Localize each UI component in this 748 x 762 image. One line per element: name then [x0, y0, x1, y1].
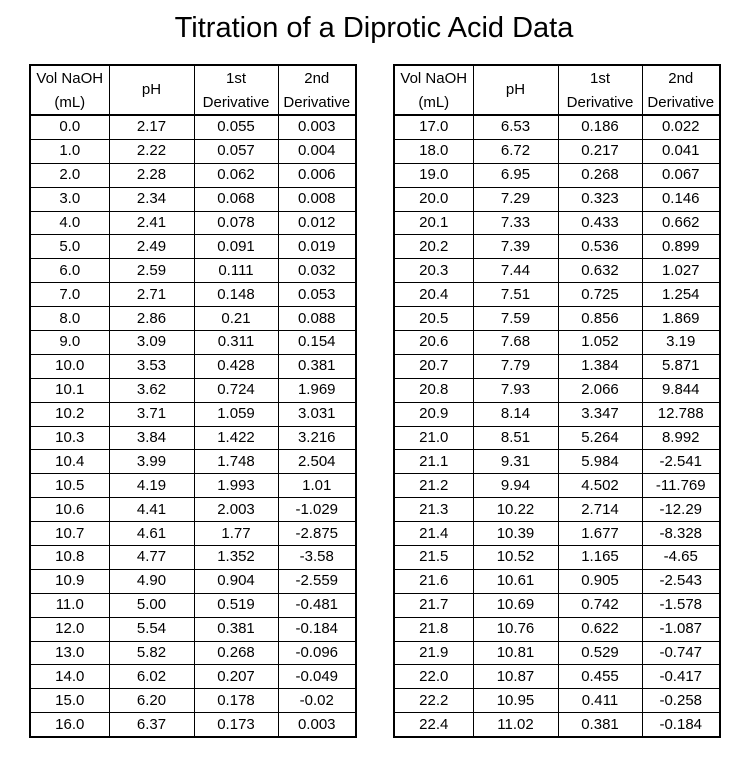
cell-second-derivative: 1.869 — [642, 307, 720, 331]
cell-vol-naoh: 21.6 — [394, 569, 473, 593]
cell-first-derivative: 0.622 — [558, 617, 642, 641]
cell-second-derivative: -0.049 — [278, 665, 356, 689]
cell-vol-naoh: 2.0 — [30, 163, 109, 187]
header-first-derivative: 1st — [558, 65, 642, 91]
cell-vol-naoh: 11.0 — [30, 593, 109, 617]
cell-first-derivative: 0.057 — [194, 139, 278, 163]
cell-second-derivative: 12.788 — [642, 402, 720, 426]
cell-second-derivative: 5.871 — [642, 354, 720, 378]
cell-vol-naoh: 18.0 — [394, 139, 473, 163]
cell-ph: 4.19 — [109, 474, 194, 498]
cell-first-derivative: 0.268 — [558, 163, 642, 187]
cell-ph: 7.33 — [473, 211, 558, 235]
cell-second-derivative: -8.328 — [642, 522, 720, 546]
table-row — [394, 546, 720, 570]
page-title: Titration of a Diprotic Acid Data — [174, 12, 574, 44]
cell-second-derivative: 0.022 — [642, 115, 720, 139]
cell-second-derivative: -2.543 — [642, 569, 720, 593]
header-first-derivative-label: Derivative — [558, 91, 642, 115]
header-vol-naoh: Vol NaOH — [30, 65, 109, 91]
cell-vol-naoh: 21.8 — [394, 617, 473, 641]
header-second-derivative: 2nd — [278, 65, 356, 91]
cell-second-derivative: -2.875 — [278, 522, 356, 546]
cell-second-derivative: -1.029 — [278, 498, 356, 522]
cell-vol-naoh: 20.3 — [394, 259, 473, 283]
cell-ph: 2.49 — [109, 235, 194, 259]
table-row — [30, 569, 356, 593]
table-row — [30, 115, 356, 139]
table-row — [30, 187, 356, 211]
cell-second-derivative: 8.992 — [642, 426, 720, 450]
cell-first-derivative: 1.748 — [194, 450, 278, 474]
cell-vol-naoh: 15.0 — [30, 689, 109, 713]
table-row — [30, 402, 356, 426]
cell-second-derivative: -1.087 — [642, 617, 720, 641]
cell-first-derivative: 0.381 — [558, 713, 642, 737]
header-vol-unit: (mL) — [30, 91, 109, 115]
table-row — [394, 331, 720, 355]
cell-first-derivative: 0.091 — [194, 235, 278, 259]
cell-first-derivative: 0.411 — [558, 689, 642, 713]
table-row — [30, 211, 356, 235]
cell-first-derivative: 0.856 — [558, 307, 642, 331]
cell-vol-naoh: 20.8 — [394, 378, 473, 402]
table-row — [394, 641, 720, 665]
table-row — [30, 235, 356, 259]
table-row — [30, 617, 356, 641]
cell-vol-naoh: 21.7 — [394, 593, 473, 617]
cell-ph: 7.39 — [473, 235, 558, 259]
cell-first-derivative: 2.066 — [558, 378, 642, 402]
header-second-derivative: 2nd — [642, 65, 720, 91]
cell-vol-naoh: 6.0 — [30, 259, 109, 283]
cell-second-derivative: -12.29 — [642, 498, 720, 522]
cell-ph: 2.22 — [109, 139, 194, 163]
cell-vol-naoh: 10.7 — [30, 522, 109, 546]
titration-table-left — [29, 64, 357, 738]
cell-ph: 4.77 — [109, 546, 194, 570]
cell-first-derivative: 5.264 — [558, 426, 642, 450]
cell-vol-naoh: 21.5 — [394, 546, 473, 570]
cell-vol-naoh: 16.0 — [30, 713, 109, 737]
cell-second-derivative: -2.541 — [642, 450, 720, 474]
table-row — [394, 235, 720, 259]
cell-vol-naoh: 9.0 — [30, 331, 109, 355]
cell-ph: 3.53 — [109, 354, 194, 378]
cell-ph: 3.99 — [109, 450, 194, 474]
cell-ph: 10.69 — [473, 593, 558, 617]
cell-first-derivative: 0.268 — [194, 641, 278, 665]
cell-first-derivative: 0.055 — [194, 115, 278, 139]
cell-second-derivative: 0.003 — [278, 713, 356, 737]
table-row — [394, 522, 720, 546]
cell-vol-naoh: 21.0 — [394, 426, 473, 450]
cell-ph: 2.41 — [109, 211, 194, 235]
cell-second-derivative: 2.504 — [278, 450, 356, 474]
cell-first-derivative: 3.347 — [558, 402, 642, 426]
table-row — [394, 689, 720, 713]
cell-ph: 6.37 — [109, 713, 194, 737]
cell-first-derivative: 0.725 — [558, 283, 642, 307]
cell-second-derivative: 1.969 — [278, 378, 356, 402]
titration-table-right — [393, 64, 721, 738]
table-row — [394, 354, 720, 378]
cell-ph: 6.02 — [109, 665, 194, 689]
table-row — [394, 474, 720, 498]
cell-second-derivative: -0.184 — [642, 713, 720, 737]
cell-second-derivative: 3.19 — [642, 331, 720, 355]
cell-vol-naoh: 4.0 — [30, 211, 109, 235]
cell-ph: 10.61 — [473, 569, 558, 593]
cell-vol-naoh: 20.5 — [394, 307, 473, 331]
cell-second-derivative: 0.012 — [278, 211, 356, 235]
cell-ph: 2.28 — [109, 163, 194, 187]
cell-first-derivative: 0.529 — [558, 641, 642, 665]
table-row — [30, 546, 356, 570]
cell-ph: 3.71 — [109, 402, 194, 426]
cell-ph: 10.22 — [473, 498, 558, 522]
table-row — [394, 665, 720, 689]
cell-vol-naoh: 20.7 — [394, 354, 473, 378]
cell-ph: 2.17 — [109, 115, 194, 139]
cell-first-derivative: 0.433 — [558, 211, 642, 235]
cell-second-derivative: -0.481 — [278, 593, 356, 617]
cell-second-derivative: 1.027 — [642, 259, 720, 283]
cell-vol-naoh: 20.1 — [394, 211, 473, 235]
cell-vol-naoh: 17.0 — [394, 115, 473, 139]
table-row — [30, 450, 356, 474]
cell-first-derivative: 0.173 — [194, 713, 278, 737]
cell-vol-naoh: 20.4 — [394, 283, 473, 307]
cell-ph: 4.61 — [109, 522, 194, 546]
cell-ph: 7.68 — [473, 331, 558, 355]
cell-first-derivative: 0.21 — [194, 307, 278, 331]
cell-first-derivative: 0.455 — [558, 665, 642, 689]
table-row — [30, 307, 356, 331]
table-row — [30, 139, 356, 163]
cell-second-derivative: 0.067 — [642, 163, 720, 187]
header-second-derivative-label: Derivative — [278, 91, 356, 115]
header-ph: pH — [473, 65, 558, 115]
cell-second-derivative: 3.031 — [278, 402, 356, 426]
cell-vol-naoh: 0.0 — [30, 115, 109, 139]
cell-vol-naoh: 14.0 — [30, 665, 109, 689]
cell-vol-naoh: 20.0 — [394, 187, 473, 211]
table-row — [394, 450, 720, 474]
table-row — [394, 139, 720, 163]
cell-ph: 10.52 — [473, 546, 558, 570]
table-row — [394, 713, 720, 737]
cell-ph: 10.95 — [473, 689, 558, 713]
table-row — [30, 259, 356, 283]
cell-ph: 2.86 — [109, 307, 194, 331]
table-row — [394, 259, 720, 283]
cell-first-derivative: 1.677 — [558, 522, 642, 546]
cell-second-derivative: 0.662 — [642, 211, 720, 235]
cell-ph: 10.87 — [473, 665, 558, 689]
cell-first-derivative: 0.519 — [194, 593, 278, 617]
cell-first-derivative: 1.384 — [558, 354, 642, 378]
cell-vol-naoh: 19.0 — [394, 163, 473, 187]
cell-vol-naoh: 10.0 — [30, 354, 109, 378]
table-row — [30, 163, 356, 187]
cell-first-derivative: 1.422 — [194, 426, 278, 450]
cell-first-derivative: 0.381 — [194, 617, 278, 641]
cell-second-derivative: -3.58 — [278, 546, 356, 570]
cell-ph: 7.79 — [473, 354, 558, 378]
cell-first-derivative: 0.148 — [194, 283, 278, 307]
cell-second-derivative: -0.417 — [642, 665, 720, 689]
cell-vol-naoh: 10.6 — [30, 498, 109, 522]
cell-first-derivative: 0.724 — [194, 378, 278, 402]
table-row — [30, 474, 356, 498]
table-row — [394, 307, 720, 331]
cell-first-derivative: 0.742 — [558, 593, 642, 617]
cell-first-derivative: 1.77 — [194, 522, 278, 546]
table-row — [30, 641, 356, 665]
cell-first-derivative: 0.904 — [194, 569, 278, 593]
cell-ph: 3.09 — [109, 331, 194, 355]
cell-vol-naoh: 7.0 — [30, 283, 109, 307]
cell-ph: 8.14 — [473, 402, 558, 426]
cell-second-derivative: 0.041 — [642, 139, 720, 163]
cell-vol-naoh: 21.3 — [394, 498, 473, 522]
cell-first-derivative: 4.502 — [558, 474, 642, 498]
cell-first-derivative: 5.984 — [558, 450, 642, 474]
cell-ph: 6.53 — [473, 115, 558, 139]
cell-second-derivative: -0.02 — [278, 689, 356, 713]
cell-ph: 10.76 — [473, 617, 558, 641]
cell-second-derivative: -0.184 — [278, 617, 356, 641]
cell-second-derivative: 3.216 — [278, 426, 356, 450]
cell-ph: 9.31 — [473, 450, 558, 474]
table-row — [394, 498, 720, 522]
cell-ph: 5.82 — [109, 641, 194, 665]
cell-ph: 2.34 — [109, 187, 194, 211]
cell-second-derivative: 0.008 — [278, 187, 356, 211]
cell-second-derivative: -0.258 — [642, 689, 720, 713]
cell-first-derivative: 0.078 — [194, 211, 278, 235]
cell-ph: 7.93 — [473, 378, 558, 402]
cell-second-derivative: 0.088 — [278, 307, 356, 331]
cell-first-derivative: 0.632 — [558, 259, 642, 283]
table-row — [30, 593, 356, 617]
cell-ph: 7.44 — [473, 259, 558, 283]
cell-first-derivative: 0.178 — [194, 689, 278, 713]
cell-ph: 6.20 — [109, 689, 194, 713]
cell-first-derivative: 2.714 — [558, 498, 642, 522]
cell-vol-naoh: 20.2 — [394, 235, 473, 259]
table-row — [394, 211, 720, 235]
table-row — [30, 713, 356, 737]
header-second-derivative-label: Derivative — [642, 91, 720, 115]
header-first-derivative-label: Derivative — [194, 91, 278, 115]
cell-vol-naoh: 20.9 — [394, 402, 473, 426]
cell-ph: 7.51 — [473, 283, 558, 307]
cell-vol-naoh: 1.0 — [30, 139, 109, 163]
cell-vol-naoh: 3.0 — [30, 187, 109, 211]
cell-first-derivative: 1.352 — [194, 546, 278, 570]
cell-ph: 2.71 — [109, 283, 194, 307]
cell-vol-naoh: 12.0 — [30, 617, 109, 641]
cell-vol-naoh: 22.4 — [394, 713, 473, 737]
table-row — [30, 522, 356, 546]
cell-first-derivative: 0.062 — [194, 163, 278, 187]
cell-ph: 11.02 — [473, 713, 558, 737]
cell-ph: 4.90 — [109, 569, 194, 593]
cell-first-derivative: 1.165 — [558, 546, 642, 570]
cell-first-derivative: 1.059 — [194, 402, 278, 426]
cell-ph: 4.41 — [109, 498, 194, 522]
cell-first-derivative: 1.052 — [558, 331, 642, 355]
cell-second-derivative: -11.769 — [642, 474, 720, 498]
table-row — [30, 331, 356, 355]
cell-vol-naoh: 10.9 — [30, 569, 109, 593]
cell-second-derivative: 0.004 — [278, 139, 356, 163]
cell-vol-naoh: 20.6 — [394, 331, 473, 355]
cell-second-derivative: 1.01 — [278, 474, 356, 498]
cell-ph: 10.39 — [473, 522, 558, 546]
cell-second-derivative: -0.747 — [642, 641, 720, 665]
cell-second-derivative: 0.899 — [642, 235, 720, 259]
cell-second-derivative: 0.006 — [278, 163, 356, 187]
table-row — [394, 283, 720, 307]
cell-first-derivative: 1.993 — [194, 474, 278, 498]
cell-second-derivative: 9.844 — [642, 378, 720, 402]
cell-ph: 3.62 — [109, 378, 194, 402]
cell-first-derivative: 0.068 — [194, 187, 278, 211]
cell-vol-naoh: 5.0 — [30, 235, 109, 259]
cell-vol-naoh: 21.1 — [394, 450, 473, 474]
table-row — [394, 593, 720, 617]
table-row — [394, 402, 720, 426]
cell-second-derivative: 0.154 — [278, 331, 356, 355]
header-first-derivative: 1st — [194, 65, 278, 91]
table-row — [394, 163, 720, 187]
cell-ph: 3.84 — [109, 426, 194, 450]
cell-second-derivative: 0.032 — [278, 259, 356, 283]
cell-first-derivative: 0.311 — [194, 331, 278, 355]
table-row — [394, 115, 720, 139]
cell-ph: 7.29 — [473, 187, 558, 211]
cell-ph: 7.59 — [473, 307, 558, 331]
cell-second-derivative: -4.65 — [642, 546, 720, 570]
cell-first-derivative: 0.536 — [558, 235, 642, 259]
cell-ph: 5.00 — [109, 593, 194, 617]
cell-vol-naoh: 10.1 — [30, 378, 109, 402]
cell-vol-naoh: 10.5 — [30, 474, 109, 498]
cell-vol-naoh: 21.2 — [394, 474, 473, 498]
cell-second-derivative: -0.096 — [278, 641, 356, 665]
table-row — [30, 498, 356, 522]
cell-ph: 6.95 — [473, 163, 558, 187]
cell-second-derivative: 0.003 — [278, 115, 356, 139]
cell-ph: 6.72 — [473, 139, 558, 163]
cell-vol-naoh: 10.8 — [30, 546, 109, 570]
cell-vol-naoh: 10.2 — [30, 402, 109, 426]
header-vol-naoh: Vol NaOH — [394, 65, 473, 91]
cell-vol-naoh: 10.4 — [30, 450, 109, 474]
cell-vol-naoh: 22.2 — [394, 689, 473, 713]
cell-second-derivative: 0.381 — [278, 354, 356, 378]
cell-second-derivative: 0.053 — [278, 283, 356, 307]
cell-first-derivative: 0.186 — [558, 115, 642, 139]
table-row — [394, 569, 720, 593]
cell-second-derivative: 1.254 — [642, 283, 720, 307]
cell-ph: 10.81 — [473, 641, 558, 665]
header-vol-unit: (mL) — [394, 91, 473, 115]
cell-first-derivative: 0.111 — [194, 259, 278, 283]
table-row — [30, 378, 356, 402]
cell-ph: 8.51 — [473, 426, 558, 450]
cell-vol-naoh: 21.9 — [394, 641, 473, 665]
table-row — [394, 187, 720, 211]
table-row — [394, 426, 720, 450]
table-row — [30, 665, 356, 689]
cell-second-derivative: -1.578 — [642, 593, 720, 617]
cell-vol-naoh: 10.3 — [30, 426, 109, 450]
table-row — [30, 283, 356, 307]
cell-first-derivative: 0.905 — [558, 569, 642, 593]
table-row — [30, 426, 356, 450]
cell-second-derivative: 0.146 — [642, 187, 720, 211]
table-row — [30, 689, 356, 713]
cell-vol-naoh: 8.0 — [30, 307, 109, 331]
cell-first-derivative: 0.207 — [194, 665, 278, 689]
cell-ph: 2.59 — [109, 259, 194, 283]
cell-ph: 5.54 — [109, 617, 194, 641]
cell-ph: 9.94 — [473, 474, 558, 498]
cell-second-derivative: 0.019 — [278, 235, 356, 259]
table-row — [30, 354, 356, 378]
header-ph: pH — [109, 65, 194, 115]
cell-first-derivative: 2.003 — [194, 498, 278, 522]
cell-first-derivative: 0.428 — [194, 354, 278, 378]
cell-first-derivative: 0.217 — [558, 139, 642, 163]
cell-vol-naoh: 13.0 — [30, 641, 109, 665]
cell-vol-naoh: 21.4 — [394, 522, 473, 546]
cell-first-derivative: 0.323 — [558, 187, 642, 211]
table-row — [394, 617, 720, 641]
cell-vol-naoh: 22.0 — [394, 665, 473, 689]
cell-second-derivative: -2.559 — [278, 569, 356, 593]
table-row — [394, 378, 720, 402]
